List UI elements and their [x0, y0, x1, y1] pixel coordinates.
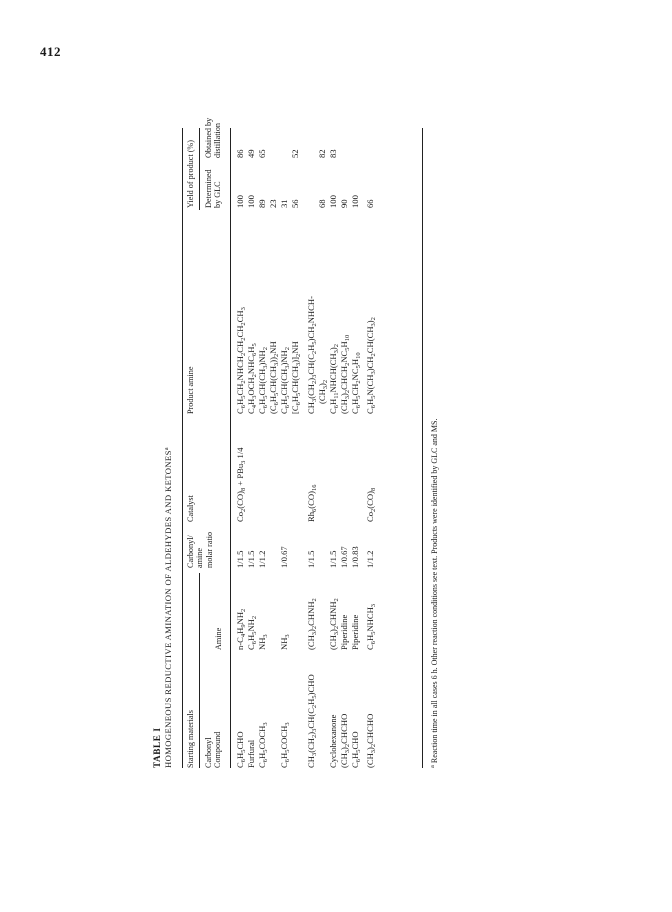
header-ratio: [186, 532, 214, 568]
table-row: [307, 128, 318, 768]
table-row: [291, 128, 302, 768]
cell-ratio: 1/1.5: [306, 550, 316, 568]
header-obtained-line1: Obtained by: [204, 117, 213, 158]
header-ratio-line3: molar ratio: [204, 531, 214, 568]
bottom-rule: [422, 128, 423, 768]
header-determined-line2: by GLC: [213, 181, 223, 208]
table-row: [280, 128, 291, 768]
table-rotated: [152, 117, 482, 768]
cell-compound: $CH_3(CH_2)_3CH(C_2H_5)CHO$: [306, 674, 318, 768]
cell-yield-glc: 100: [235, 195, 245, 208]
cell-amine: $(CH_3)_2CHNH_2$: [306, 598, 318, 650]
page-number: 412: [40, 44, 61, 59]
cell-yield-distillation: 82: [317, 149, 327, 158]
cell-yield-glc: 56: [290, 199, 300, 208]
cell-amine: $NH_3$: [279, 634, 291, 650]
cell-amine: $n-C_4H_9NH_2$: [235, 608, 247, 650]
table-row: [236, 128, 247, 768]
cell-compound: $C_6H_5COCH_3$: [257, 722, 269, 768]
header-carbonyl-line1: Carbonyl: [204, 737, 213, 768]
cell-amine: Piperidine: [339, 614, 349, 650]
cell-amine: $(CH_3)_2CHNH_2$: [328, 598, 340, 650]
header-yield: Yield of product (%): [186, 140, 195, 208]
cell-yield-distillation: 49: [246, 149, 256, 158]
cell-product: $CH_3(CH_2)_3CH(C_2H_5)CH_2NHCH-$: [306, 296, 318, 414]
cell-catalyst: $Rh_6(CO)_{16}$: [306, 484, 318, 522]
header-obtained: [204, 118, 223, 158]
cell-compound: $C_6H_5CHO$: [350, 731, 362, 768]
cell-catalyst: $Co_2(CO)_8$: [365, 487, 377, 522]
header-ratio-line2: amine: [195, 547, 205, 568]
cell-compound: Furfural: [246, 739, 256, 768]
cell-ratio: 1/1.2: [365, 550, 375, 568]
cell-product: $(C_6H_5CH(CH_3))_2NH$: [268, 341, 280, 414]
header-carbonyl-line2: Compound: [213, 731, 223, 768]
top-rule: [182, 128, 183, 768]
cell-ratio: 1/1.2: [257, 550, 267, 568]
table-row: [258, 128, 269, 768]
cell-ratio: 1/1.5: [246, 550, 256, 568]
table-title-text: HOMOGENEOUS REDUCTIVE AMINATION OF ALDEHYDES AND KETONES: [163, 450, 173, 768]
cell-yield-glc: 66: [365, 199, 375, 208]
cell-yield-glc: 68: [317, 199, 327, 208]
table-footnote: [430, 419, 439, 768]
header-ratio-line1: Carbonyl/: [186, 535, 195, 568]
header-determined-line1: Determined: [204, 169, 213, 208]
cell-product: $C_6H_{11}NHCH(CH_3)_2$: [328, 344, 340, 414]
header-product-amine: Product amine: [186, 366, 195, 414]
cell-yield-distillation: 83: [328, 149, 338, 158]
footnote-text: Reaction time in all cases 6 h. Other reaction conditions see text. Products were identified by GLC and MS.: [430, 418, 439, 764]
cell-yield-glc: 89: [257, 199, 267, 208]
cell-yield-glc: 90: [339, 199, 349, 208]
header-obtained-line2: distillation: [213, 122, 223, 158]
cell-product: $C_6H_5CH(CH_3)NH_2$: [279, 347, 291, 414]
cell-yield-glc: 31: [279, 199, 289, 208]
header-amine: Amine: [214, 627, 223, 650]
cell-product: $[C_6H_5CH(CH_3)]_2NH$: [290, 341, 302, 414]
header-catalyst: Catalyst: [186, 495, 195, 522]
cell-product: $C_6H_5CH_2NC_5H_{10}$: [350, 352, 362, 414]
table-title: [164, 447, 174, 768]
cell-compound: $(CH_3)_2CHCHO$: [365, 713, 377, 768]
cell-yield-glc: 100: [350, 195, 360, 208]
table-row: [247, 128, 258, 768]
cell-product: $C_6H_5N(CH_3)CH_2CH(CH_3)_2$: [365, 317, 377, 414]
table-row: [318, 128, 329, 768]
cell-amine: Piperidine: [350, 614, 360, 650]
cell-product: $(CH_3)_2$: [317, 379, 329, 404]
cell-product: $C_6H_5CH_2NHCH_2CH_2CH_2CH_3$: [235, 307, 247, 414]
cell-amine: $C_6H_5NH_2$: [246, 615, 258, 650]
header-carbonyl: [204, 732, 223, 768]
cell-compound: $C_6H_5CHO$: [235, 731, 247, 768]
table-row: [329, 128, 340, 768]
cell-product: $C_6H_5CH(CH_3)NH_2$: [257, 347, 269, 414]
footnote-mark: a: [429, 765, 436, 768]
cell-amine: $C_6H_5NHCH_3$: [365, 603, 377, 650]
header-starting-materials: Starting materials: [186, 710, 195, 768]
cell-ratio: 1/1.5: [328, 550, 338, 568]
cell-ratio: 1/0.67: [279, 546, 289, 568]
table-row: [269, 128, 280, 768]
table-row: [340, 128, 351, 768]
cell-catalyst: $Co_2(CO)_8 + PBu_3$ 1/4: [235, 447, 247, 522]
header-determined: [204, 169, 223, 208]
cell-yield-distillation: 65: [257, 149, 267, 158]
cell-ratio: 1/0.67: [339, 546, 349, 568]
cell-yield-distillation: 52: [290, 149, 300, 158]
header-bottom-rule: [230, 128, 231, 768]
cell-compound: Cyclohexanone: [328, 714, 338, 768]
cell-yield-glc: 100: [246, 195, 256, 208]
yield-rule: [199, 128, 200, 210]
cell-yield-glc: 23: [268, 199, 278, 208]
starting-materials-rule: [199, 573, 200, 768]
title-footnote-mark: a: [163, 446, 170, 451]
cell-yield-glc: 100: [328, 195, 338, 208]
cell-ratio: 1/0.83: [350, 546, 360, 568]
cell-amine: $NH_3$: [257, 634, 269, 650]
cell-compound: $(CH_3)_2CHCHO$: [339, 713, 351, 768]
table-label: TABLE I: [152, 727, 162, 768]
table-row: [366, 128, 377, 768]
cell-yield-distillation: 86: [235, 149, 245, 158]
table-row: [351, 128, 362, 768]
cell-compound: $C_6H_5COCH_3$: [279, 722, 291, 768]
cell-ratio: 1/1.5: [235, 550, 245, 568]
cell-product: $C_4H_3OCH_2NHC_6H_5$: [246, 343, 258, 414]
cell-product: $(CH_3)_2CHCH_2NC_5H_{10}$: [339, 334, 351, 414]
